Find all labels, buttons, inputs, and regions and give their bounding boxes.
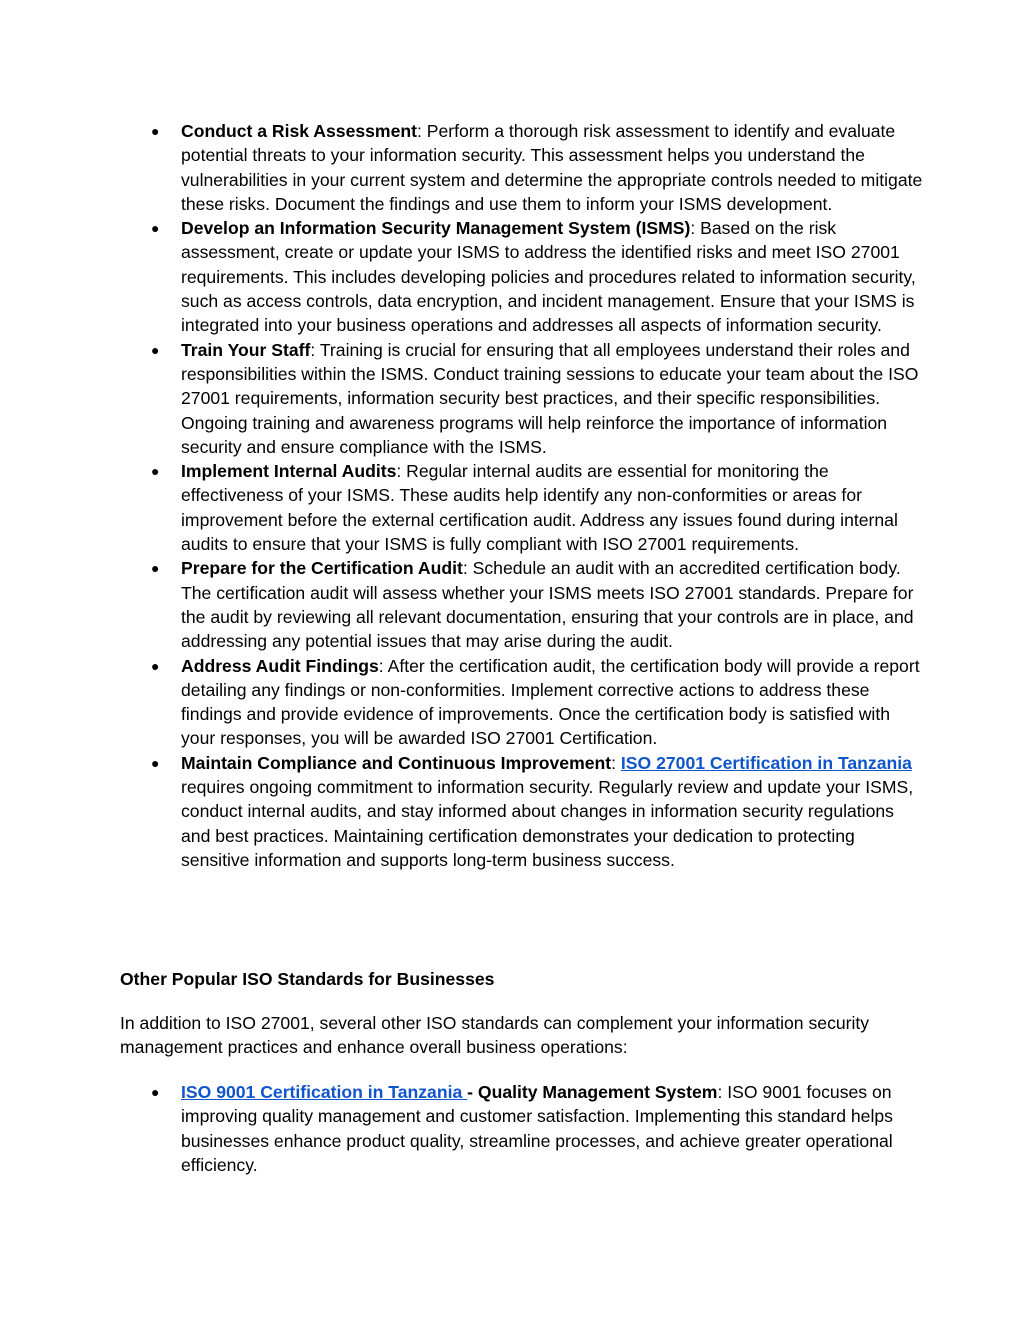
list-item — [0, 119, 1024, 216]
item-separator: : — [611, 752, 621, 773]
item-description: Regular internal audits are essential for monitoring the effectiveness of your ISMS. These audits help identify any non-conformities or areas for improvement before the external certification audit. Address any issues found during internal audits to ensure that your ISMS is fully compliant with ISO 27001 requirements. — [181, 461, 898, 555]
item-description: After the certification audit, the certification body will provide a report detailing any findings or non-conformities. Implement corrective actions to address these findings and provide evidence of improvements. Once the certification body is satisfied with your responses, you will be awarded ISO 27001 Certification. — [181, 655, 920, 749]
certification-steps-list — [0, 119, 1024, 872]
item-description: Perform a thorough risk assessment to identify and evaluate potential threats to your information security. This assessment helps you understand the vulnerabilities in your current system and determine the appropriate controls needed to mitigate these risks. Document the findings and use them to inform your ISMS development. — [181, 121, 923, 214]
bullet-icon: ● — [151, 754, 160, 771]
item-separator: : — [690, 218, 696, 239]
list-item — [0, 216, 1024, 337]
item-description: Training is crucial for ensuring that all employees understand their roles and responsibilities within the ISMS. Conduct training sessions to educate your team about the ISO 27001 requirements, information security best practices, and their specific responsibilities. Ongoing training and awareness programs will help reinforce the importance of information security and ensure compliance with the ISMS. — [181, 339, 919, 457]
item-separator: : — [416, 121, 422, 141]
item-description: Schedule an audit with an accredited certification body. The certification audit will assess whether your ISMS meets ISO 27001 standards. Prepare for the audit by reviewing all relevant documentation, ensuring that your controls are in place, and addressing any potential issues that may arise during the audit. — [181, 558, 914, 652]
bullet-icon: ● — [151, 657, 160, 674]
bullet-icon: ● — [151, 463, 160, 480]
item-term: Train Your Staff — [181, 339, 311, 360]
list-item — [0, 459, 1024, 556]
list-item — [0, 1080, 1024, 1177]
iso-standards-list — [0, 1080, 1024, 1177]
item-separator: : — [396, 461, 402, 482]
item-term: Conduct a Risk Assessment — [181, 121, 417, 141]
iso-9001-tanzania-link[interactable]: ISO 9001 Certification in Tanzania — [181, 1082, 468, 1102]
item-separator: : — [378, 655, 384, 676]
list-item — [0, 556, 1024, 653]
list-item — [0, 751, 1024, 872]
iso-27001-tanzania-link[interactable]: ISO 27001 Certification in Tanzania — [620, 752, 912, 773]
bullet-icon: ● — [151, 123, 160, 139]
item-term: Address Audit Findings — [181, 655, 379, 676]
item-description: ISO 9001 focuses on improving quality management and customer satisfaction. Implementing this standard helps businesses enhance product quality, streamline processes, and achieve greater operational efficiency. — [181, 1082, 893, 1175]
item-term: Maintain Compliance and Continuous Improvement — [181, 752, 612, 773]
item-separator: : — [717, 1082, 723, 1102]
bullet-icon: ● — [151, 1084, 160, 1100]
section-intro: In addition to ISO 27001, several other ISO standards can complement your information security management practices and enhance overall business operations: — [120, 1013, 870, 1058]
list-item — [0, 338, 1024, 459]
item-term: - Quality Management System — [467, 1082, 718, 1102]
item-term: Prepare for the Certification Audit — [181, 558, 463, 579]
item-separator: : — [462, 558, 468, 579]
list-item — [0, 654, 1024, 751]
bullet-icon: ● — [151, 220, 160, 237]
item-term: Develop an Information Security Management System (ISMS) — [181, 218, 691, 239]
item-term: Implement Internal Audits — [181, 461, 397, 482]
item-description: Based on the risk assessment, create or update your ISMS to address the identified risks and meet ISO 27001 requirements. This includes developing policies and procedures related to information security, such as access controls, data encryption, and incident management. Ensure that your ISMS is integrated into your business operations and addresses all aspects of information security. — [181, 218, 916, 336]
bullet-icon: ● — [151, 341, 160, 358]
section-heading: Other Popular ISO Standards for Businesses — [120, 969, 495, 989]
item-description: requires ongoing commitment to information security. Regularly review and update your ISMS, conduct internal audits, and stay informed about changes in information security regulations and best practices. Maintaining certification demonstrates your dedication to protecting sensitive information and supports long-term business success. — [181, 777, 914, 870]
item-separator: : — [310, 339, 316, 360]
bullet-icon: ● — [151, 560, 160, 577]
